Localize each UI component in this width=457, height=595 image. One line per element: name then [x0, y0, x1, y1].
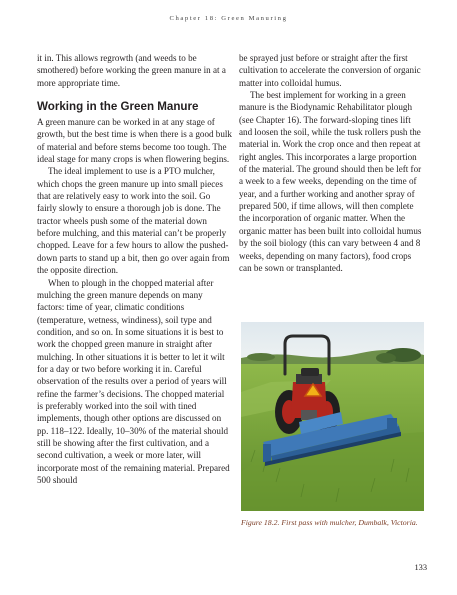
tractor-mulcher-photo — [241, 322, 424, 511]
intro-paragraph: it in. This allows regrowth (and weeds to be smothered) before working the green manure in at a more appropriate time. — [37, 53, 226, 88]
body-paragraph: The best implement for working in a green manure is the Biodynamic Rehabilitator plough (see Chapter 16). The forward-sloping tines lift and loosen the soil, while the tusk rollers push the material in. Work the crop once and then repeat at right angles. This incorporates a large proportion of the material. The ground should then be left for a week to a few weeks, depending on the time of year, and a further working and another spray of prepared 500, if time allows, will then complete the incorporation of organic matter. When the organic matter has been built into colloidal humus by the soil biology (this can vary between 4 and 8 weeks, depending on many factors), food crops can be sown or transplanted. — [239, 90, 422, 273]
page-number: 133 — [414, 563, 427, 572]
left-column — [37, 52, 232, 486]
continuation-paragraph: be sprayed just before or straight after the first cultivation to accelerate the conversion of organic matter into colloidal humus. — [239, 53, 421, 88]
running-head: Chapter 18: Green Manuring — [169, 15, 288, 22]
figure-caption: Figure 18.2. First pass with mulcher, Dumbalk, Victoria. — [241, 518, 418, 527]
body-paragraph: A green manure can be worked in at any stage of growth, but the best time is when there is a good bulk of material and before stems become too tough. The ideal stage for many crops is when flowering begins. — [37, 117, 232, 165]
right-column — [239, 52, 425, 274]
body-paragraph: When to plough in the chopped material after mulching the green manure depends on many factors: time of year, climatic conditions (temperature, wetness, windiness), soil type and condition, and so on. In some situations it is best to work the chopped green manure in straight after mulching. In other situations it is better to let it wilt for a day or two before working it in. Careful observation of the results over a period of years will refine the farmer’s decisions. The chopped material is preferably worked into the soil with tined implements, though other options are discussed on pp. 118–122. Ideally, 10–30% of the material should still be showing after the first cultivation, and a second cultivation, a week or more later, will incorporate most of the remaining material. Prepared 500 should — [37, 277, 230, 485]
section-heading: Working in the Green Manure — [37, 100, 199, 114]
body-paragraph: The ideal implement to use is a PTO mulcher, which chops the green manure up into small pieces that are relatively easy to work into the soil. Go fairly slowly to ensure a thorough job is done. The tractor wheels push some of the material down before mulching, and this material can’t be properly chopped. Leave for a few hours to allow the pushed-down parts to stand up a bit, then go over again from the opposite direction. — [37, 166, 230, 276]
